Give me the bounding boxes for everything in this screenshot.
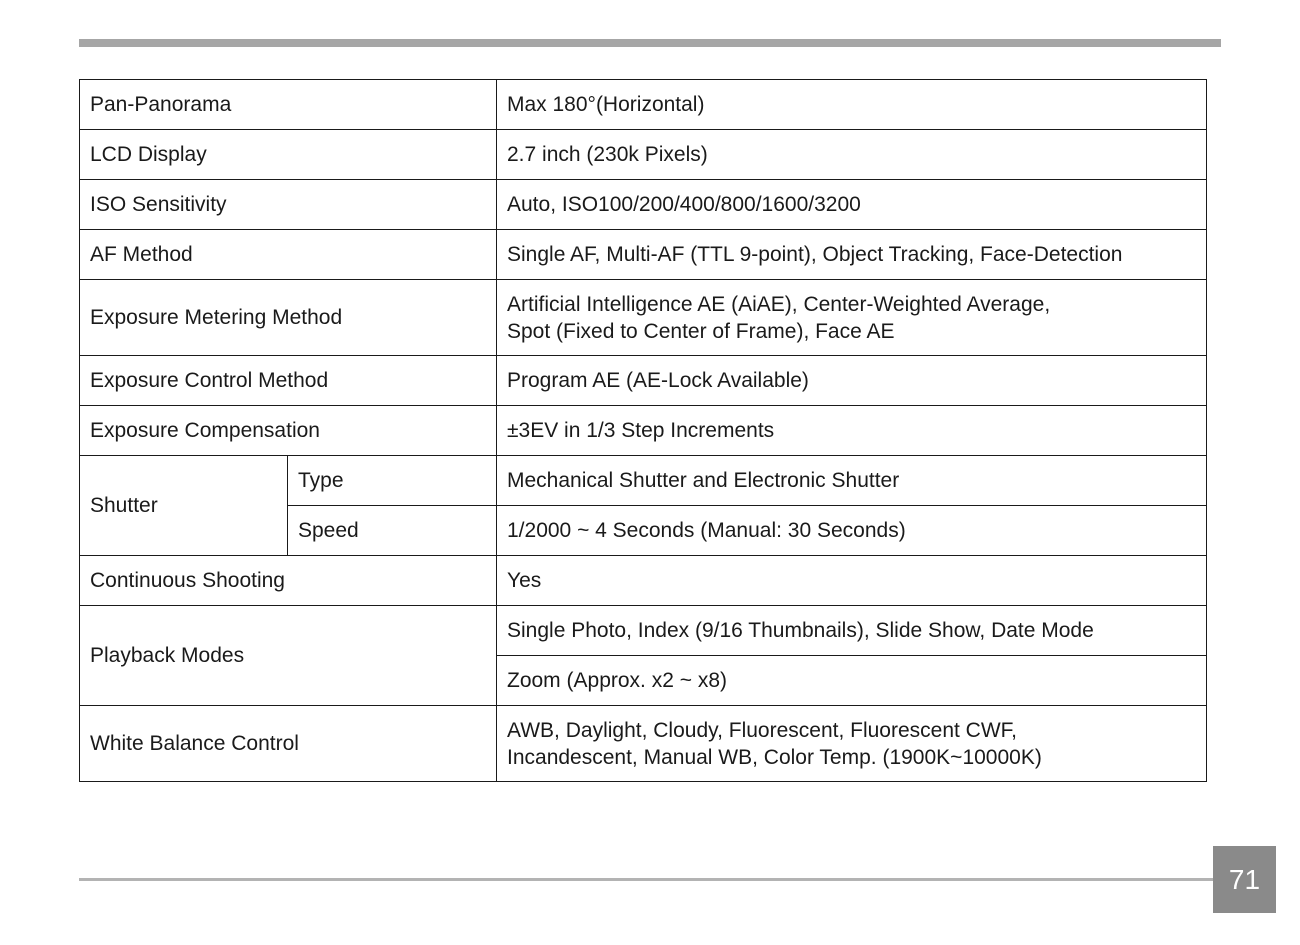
spec-sublabel: Speed xyxy=(288,506,497,556)
table-row xyxy=(80,130,1207,180)
spec-table xyxy=(79,79,1207,782)
spec-label: Pan-Panorama xyxy=(80,80,497,130)
top-rule xyxy=(79,39,1221,47)
spec-value xyxy=(497,280,1207,356)
spec-value: Auto, ISO100/200/400/800/1600/3200 xyxy=(497,180,1207,230)
spec-label: ISO Sensitivity xyxy=(80,180,497,230)
page-number: 71 xyxy=(1213,846,1276,913)
spec-label: Exposure Control Method xyxy=(80,356,497,406)
spec-sublabel: Type xyxy=(288,456,497,506)
spec-value xyxy=(497,706,1207,782)
spec-value-line: Spot (Fixed to Center of Frame), Face AE xyxy=(507,319,895,343)
spec-value: Max 180°(Horizontal) xyxy=(497,80,1207,130)
table-row xyxy=(80,706,1207,782)
table-row xyxy=(80,356,1207,406)
spec-label: AF Method xyxy=(80,230,497,280)
table-row xyxy=(80,606,1207,656)
spec-value-line: Artificial Intelligence AE (AiAE), Center-Weighted Average, xyxy=(507,292,1051,316)
spec-value: Single Photo, Index (9/16 Thumbnails), Slide Show, Date Mode xyxy=(497,606,1207,656)
table-row xyxy=(80,80,1207,130)
spec-value-line: Incandescent, Manual WB, Color Temp. (1900K~10000K) xyxy=(507,745,1042,769)
spec-value: Yes xyxy=(497,556,1207,606)
spec-value-line: AWB, Daylight, Cloudy, Fluorescent, Fluorescent CWF, xyxy=(507,718,1017,742)
spec-label: Continuous Shooting xyxy=(80,556,497,606)
spec-label: Shutter xyxy=(80,456,288,556)
spec-value: 1/2000 ~ 4 Seconds (Manual: 30 Seconds) xyxy=(497,506,1207,556)
spec-value: Mechanical Shutter and Electronic Shutter xyxy=(497,456,1207,506)
spec-label: Playback Modes xyxy=(80,606,497,706)
spec-value: Program AE (AE-Lock Available) xyxy=(497,356,1207,406)
table-row xyxy=(80,230,1207,280)
table-row xyxy=(80,556,1207,606)
spec-value: Single AF, Multi-AF (TTL 9-point), Object Tracking, Face-Detection xyxy=(497,230,1207,280)
bottom-rule xyxy=(79,878,1214,881)
spec-value: ±3EV in 1/3 Step Increments xyxy=(497,406,1207,456)
table-row xyxy=(80,406,1207,456)
spec-value: Zoom (Approx. x2 ~ x8) xyxy=(497,656,1207,706)
spec-label: Exposure Metering Method xyxy=(80,280,497,356)
spec-value: 2.7 inch (230k Pixels) xyxy=(497,130,1207,180)
table-row xyxy=(80,280,1207,356)
table-row xyxy=(80,456,1207,506)
spec-label: LCD Display xyxy=(80,130,497,180)
spec-label: Exposure Compensation xyxy=(80,406,497,456)
table-row xyxy=(80,180,1207,230)
spec-label: White Balance Control xyxy=(80,706,497,782)
